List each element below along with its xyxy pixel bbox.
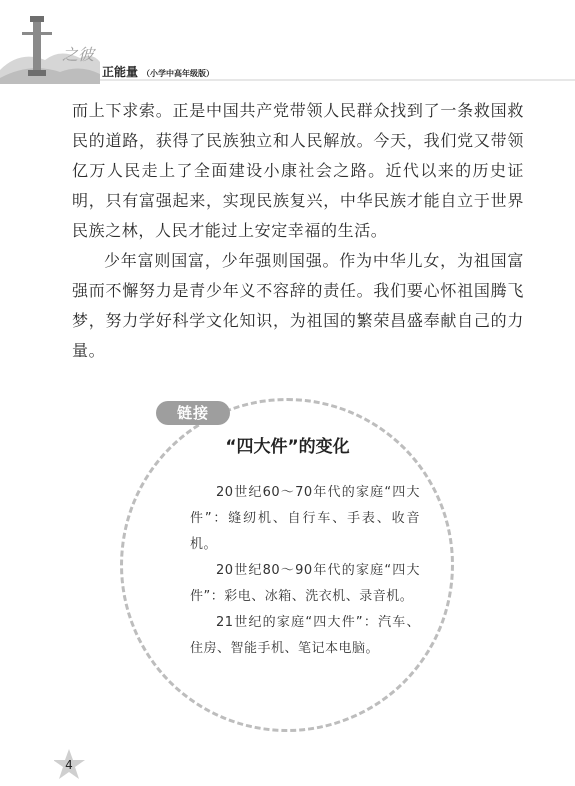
paragraph-1: 而上下求索。正是中国共产党带领人民群众找到了一条救国救民的道路，获得了民族独立和人民解放。今天，我们党又带领亿万人民走上了全面建设小康社会之路。近代以来的历史证明，只有富强起来，实现民族复兴，中华民族才能自立于世界民族之林，人民才能过上安定幸福的生活。 [72, 101, 524, 240]
link-tag: 链接 [156, 401, 230, 425]
page-number: 4 [65, 758, 73, 772]
link-paragraph-2: 20世纪80～90年代的家庭“四大件”：彩电、冰箱、洗衣机、录音机。 [190, 563, 420, 604]
link-box-title: “四大件”的变化 [225, 437, 350, 457]
link-paragraph-1: 20世纪60～70年代的家庭“四大件”：缝纫机、自行车、手表、收音机。 [190, 485, 420, 552]
book-title: 正能量 [102, 65, 139, 79]
svg-text:之彼: 之彼 [62, 45, 95, 64]
monument-illustration [0, 0, 575, 92]
paragraph-2: 少年富则国富，少年强则国强。作为中华儿女，为祖国富强而不懈努力是青少年义不容辞的责任。我们要心怀祖国腾飞梦，努力学好科学文化知识，为祖国的繁荣昌盛奉献自己的力量。 [72, 251, 524, 360]
book-subtitle: （小学中高年级版） [142, 69, 215, 78]
link-paragraph-3: 21世纪的家庭“四大件”：汽车、住房、智能手机、笔记本电脑。 [190, 615, 420, 656]
header-title [102, 63, 214, 80]
link-box-text [190, 480, 420, 662]
page-number-badge [54, 748, 88, 782]
page-header [0, 0, 575, 92]
main-text [72, 96, 524, 366]
